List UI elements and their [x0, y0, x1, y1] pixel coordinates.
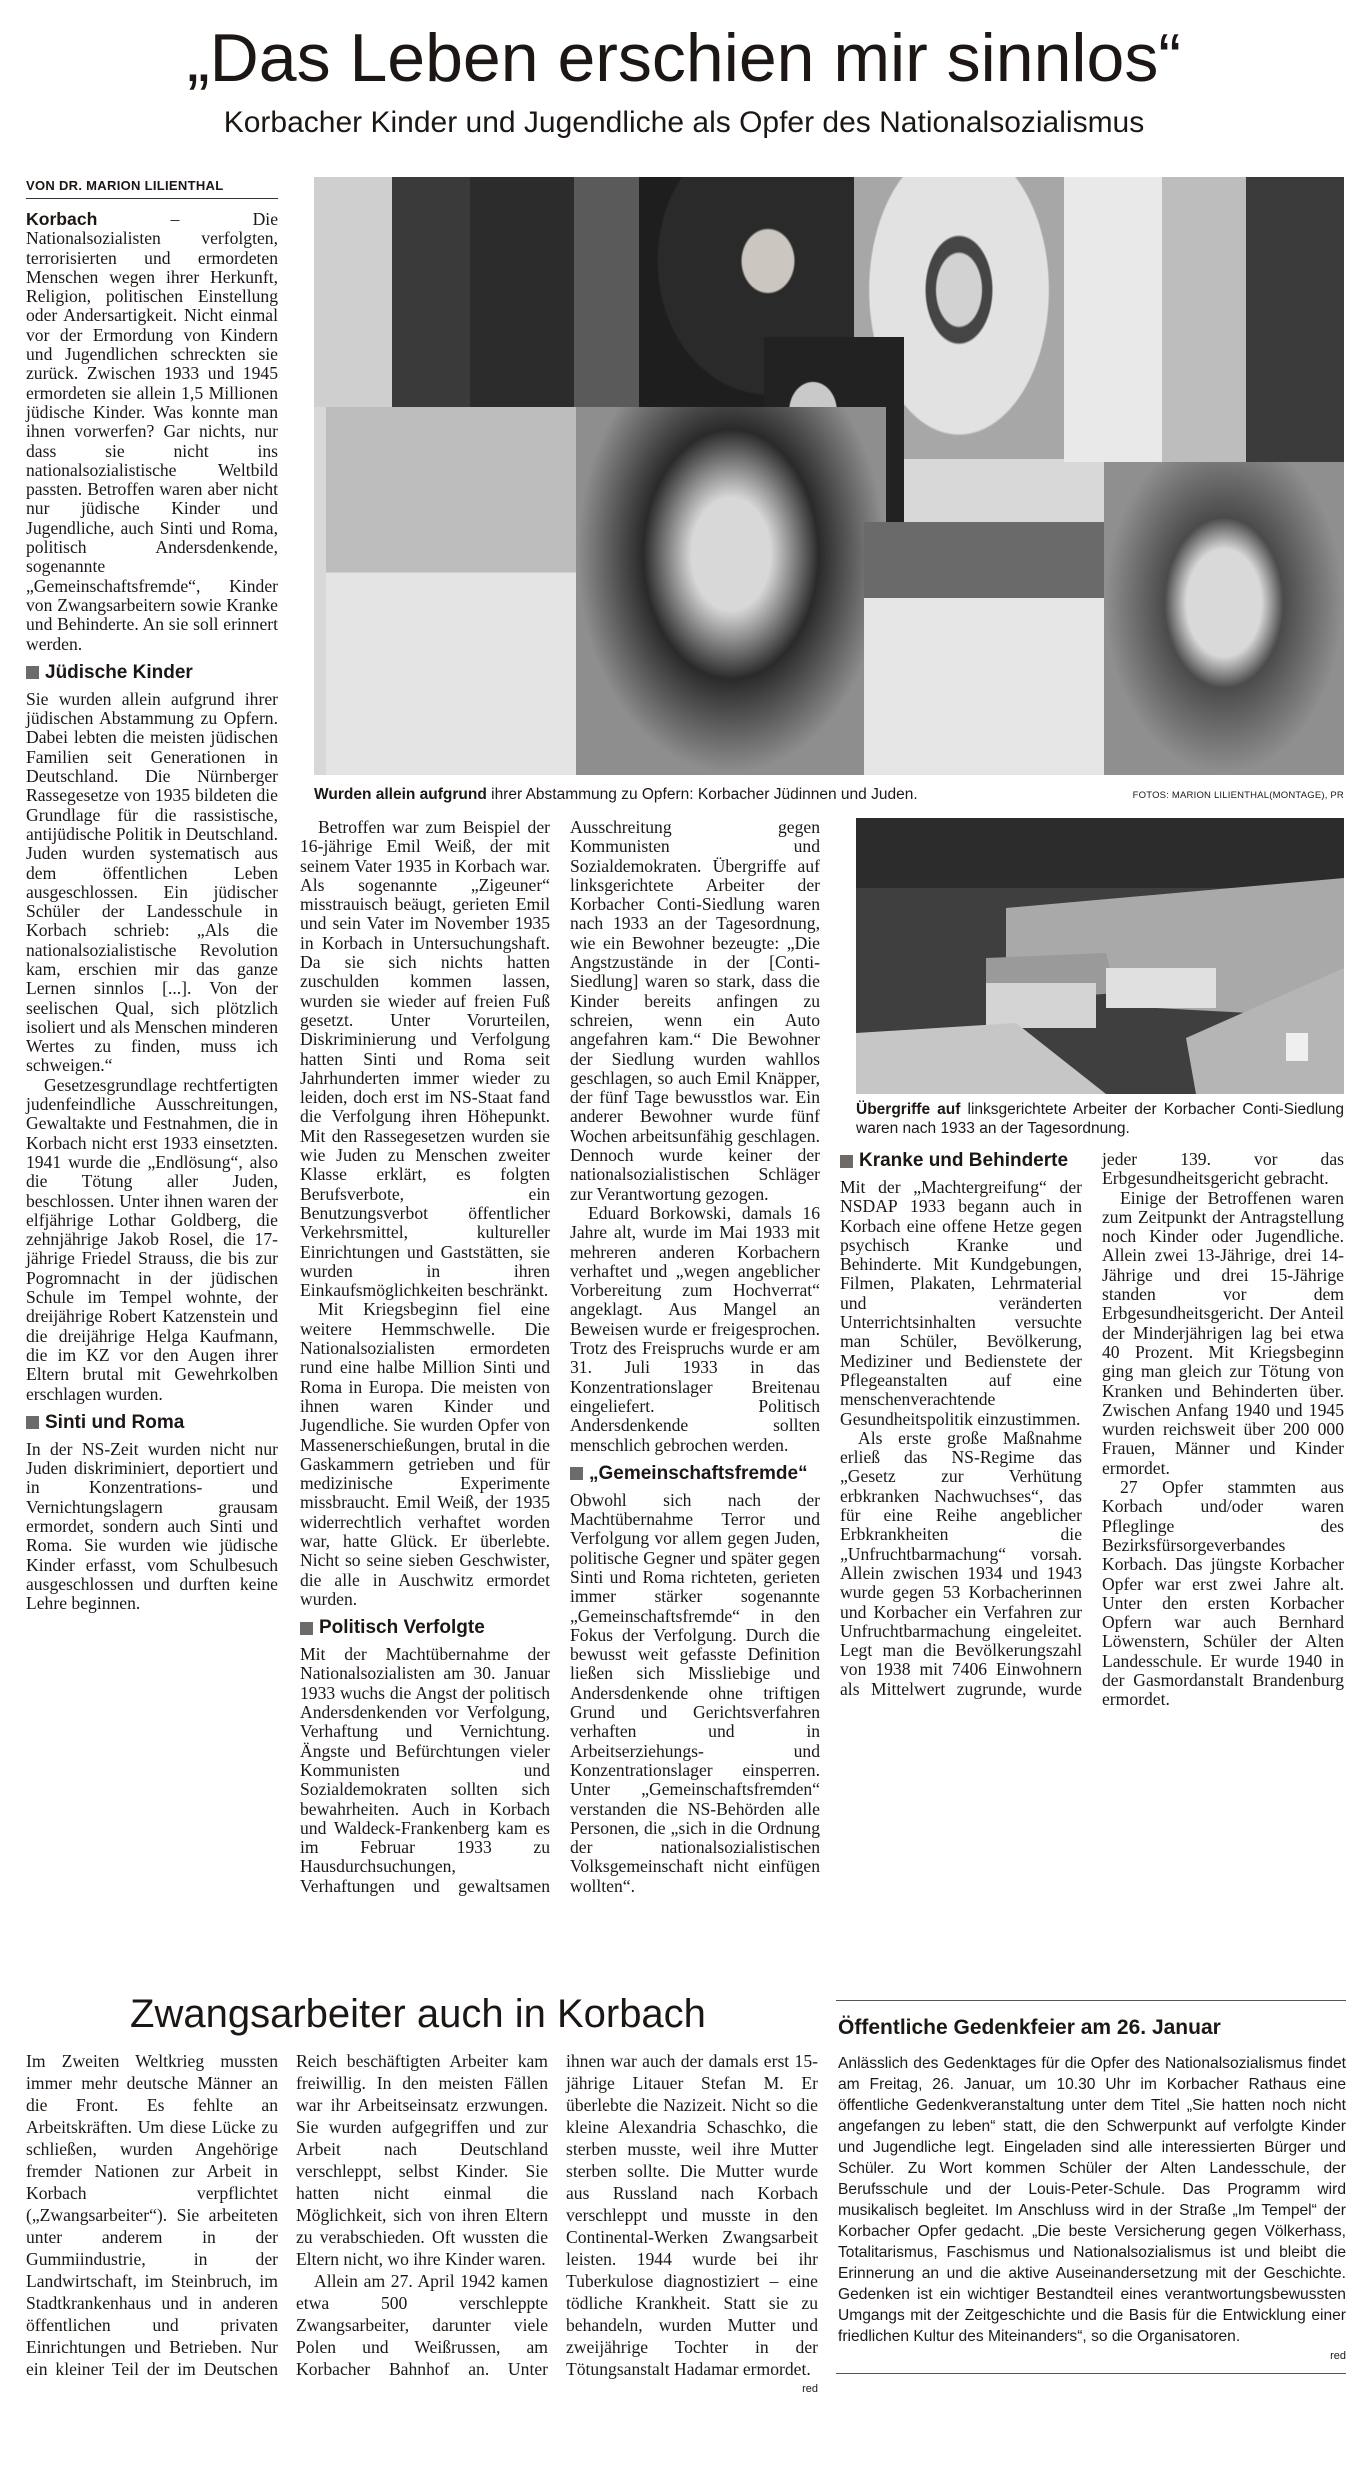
paragraph: Allein am 27. April 1942 kamen etwa 500 verschleppte Zwangsarbeiter, darunter viele Polen und Weißrussen, am Korbacher Bahnhof an. Unter ihnen war auch der damals erst 15-jährige Litauer Stefan M. Er überlebte die Nazizeit. Nicht so die kleine Alexandria Schaschko, die sterben musste, weil ihre Mutter sterben sollte. Die Mutter wurde aus Russland nach Korbach verschleppt und musste in den Continental-Werken Zwangsarbeit leisten. 1944 wurde bei ihr Tuberkulose diagnostiziert – eine tödliche Krankheit. Statt sie zu behandeln, wurden Mutter und zweijährige Tochter in der Tötungsanstalt Hadamar ermordet. [296, 2051, 818, 2379]
memorial-box [836, 2000, 1346, 2374]
montage-caption-lead: Wurden allein aufgrund [314, 786, 487, 803]
section-heading-politisch-verfolgte [300, 1617, 550, 1639]
section-marker-icon [26, 666, 39, 679]
photo-couple-street [314, 177, 639, 407]
subheadline: Korbacher Kinder und Jugendliche als Opfer des Nationalsozialismus [223, 106, 1145, 139]
montage-caption [314, 786, 1104, 804]
forced-labor-article [0, 1990, 836, 2396]
siedlung-caption-lead: Übergriffe auf [856, 1101, 961, 1118]
montage-caption-text: ihrer Abstammung zu Opfern: Korbacher Jüdinnen und Juden. [486, 786, 918, 803]
paragraph: 27 Opfer stammten aus Korbach und/oder waren Pfleglinge des Bezirksfürsorgeverbandes Korbach. Das jüngste Korbacher Opfer war erst zwei Jahre alt. Unter den ersten Korbacher Opfern war auch Bernhard Löwenstern, Schüler der Alten Landesschule. Er wurde 1940 in der Gasmordanstalt Brandenburg ermordet. [1102, 1477, 1344, 1710]
byline: VON DR. MARION LILIENTHAL [26, 178, 278, 199]
siedlung-caption [856, 1100, 1344, 1138]
section-heading-kranke-behinderte [840, 1150, 1082, 1172]
paragraph: Eduard Borkowski, damals 16 Jahre alt, wurde im Mai 1933 mit mehreren anderen Korbachern verhaftet und „wegen angeblicher Vorbereitung zum Hochverrat“ angeklagt. Aus Mangel an Beweisen wurde er freigesprochen. Trotz des Freispruchs wurde er am 31. Juli 1933 in das Konzentrationslager Breitenau eingeliefert. Politisch Andersdenkende sollten menschlich gebrochen werden. [570, 1202, 820, 1455]
photo-man-with-child [326, 407, 576, 775]
conti-siedlung-illustration [856, 818, 1344, 1094]
article-columns-4-5 [840, 818, 1344, 1710]
article-body-columns [300, 818, 1344, 1896]
paragraph: Mit der Machtübernahme der Nationalsozialisten am 30. Januar 1933 wuchs die Angst der politisch Andersdenkenden vor Verfolgung, Verhaftung und Vernichtung. Ängste und Befürchtungen vieler Kommunisten und Sozialdemokraten sollten sich bewahrheiten. Auch in Korbach und Waldeck-Frankenberg kam es im Februar 1933 zu Hausdurchsuchungen, Verhaftungen und gewaltsamen Ausschreitung gegen Kommunisten und Sozialdemokraten. Übergriffe auf linksgerichtete Arbeiter der Korbacher Conti-Siedlung waren nach 1933 an der Tagesordnung, wie ein Bewohner bezeugte: „Die Angstzustände in der [Conti-Siedlung] waren so stark, dass die Kinder bereits anfingen zu schreien, wenn ein Auto angefahren kam.“ Die Bewohner der Siedlung wurden wahllos geschlagen, so auch Emil Knäpper, der fünf Tage bewusstlos war. Ein anderer Bewohner wurde fünf Wochen arbeitsunfähig geschlagen. Dennoch wurde keiner der nationalsozialistischen Schläger zur Verantwortung gezogen. [300, 817, 820, 1896]
intro-text: – Die Nationalsozialisten verfolgten, terrorisierten und ermordeten Menschen wegen ihrer Herkunft, Religion, politischen Einstellung oder Andersartigkeit. Nicht einmal vor der Ermordung von Kindern und Jugendlichen schreckten sie zurück. Zwischen 1933 und 1945 ermordeten sie allein 1,5 Millionen jüdische Kinder. Was konnte man ihnen vorwerfen? Gar nichts, nur dass sie nicht ins nationalsozialistische Weltbild passten. Betroffen waren aber nicht nur jüdische Kinder und Jugendliche, auch Sinti und Roma, politisch Andersdenkende, sogenannte „Gemeinschaftsfremde“, Kinder von Zwangsarbeitern sowie Kranke und Behinderte. An sie soll erinnert werden. [26, 209, 278, 654]
paragraph: Im Zweiten Weltkrieg mussten immer mehr deutsche Männer an die Front. Es fehlte an Arbeitskräften. Um diese Lücke zu schließen, wurden Angehörige fremder Nationen zur Arbeit in Korbach verpflichtet („Zwangsarbeiter“). Sie arbeiteten unter anderem in der Gummiindustrie, in der Landwirtschaft, im Steinbruch, im Stadtkrankenhaus und in anderen öffentlichen und privaten Einrichtungen und Betrieben. Nur ein kleiner Teil der im Deutschen Reich beschäftigten Arbeiter kam freiwillig. In den meisten Fällen war ihr Arbeitseinsatz erzwungen. Sie wurden aufgegriffen und zur Arbeit nach Deutschland verschleppt, selbst Kinder. Sie hatten nicht einmal die Möglichkeit, sich von ihren Eltern zu verabschieden. Oft wussten die Eltern nicht, wo ihre Kinder waren. [26, 2051, 548, 2379]
memorial-box-text: Anlässlich des Gedenktages für die Opfer des Nationalsozialismus findet am Freitag, 26. Januar, um 10.30 Uhr im Korbacher Rathaus eine öffentliche Gedenkveranstaltung unter dem Titel „Sie hatten noch nicht angefangen zu leben“ statt, die den Schwerpunkt auf verfolgte Kinder und Jugendliche legt. Eingeladen sind alle interessierten Bürger und Schüler. Zu Wort kommen Schüler der Alten Landesschule, der Berufsschule und der Louis-Peter-Schule. Das Programm wird musikalisch begleitet. Im Anschluss wird in der Straße „Im Tempel“ der Korbacher Opfer gedacht. „Die beste Versicherung gegen Völkerhass, Totalitarismus, Faschismus und Nationalsozialismus ist und bleibt die Erinnerung an und die aktive Auseinandersetzung mit der Geschichte. Gedenken ist ein wichtiger Bestandteil eines verantwortungsbewussten Umgangs mit der Zeitgeschichte und die Basis für die Entwicklung einer friedlichen Kultur des Miteinanders“, so die Organisatoren. [838, 2055, 1346, 2345]
section-heading-text: Jüdische Kinder [45, 661, 193, 683]
author-signature: red [802, 2383, 818, 2395]
forced-labor-columns [26, 2050, 818, 2396]
article-columns-4-5-text [840, 1150, 1344, 1710]
section-heading-text: Sinti und Roma [45, 1411, 185, 1433]
photo-two-girls-closeup [1104, 462, 1344, 775]
section-marker-icon [570, 1467, 583, 1480]
section-marker-icon [300, 1622, 313, 1635]
photo-two-young-men [576, 407, 886, 775]
section-heading-gemeinschaftsfremde [570, 1463, 820, 1485]
paragraph: Betroffen war zum Beispiel der 16-jährige Emil Weiß, der mit seinem Vater 1935 in Korbach war. Als sogenannte „Zigeuner“ misstrauisch beäugt, gerieten Emil und sein Vater im November 1935 in Korbach in Untersuchungshaft. Da sie sich nichts hatten zuschulden kommen lassen, wurden sie wieder auf freien Fuß gesetzt. Unter Vorurteilen, Diskriminierung und Verfolgung hatten Sinti und Roma seit Jahrhunderten immer wieder zu leiden, doch erst im NS-Staat fand die Verfolgung ihren Höhepunkt. Mit den Rassegesetzen wurden sie wie Juden zu Menschen zweiter Klasse erklärt, es folgten Berufsverbote, ein Benutzungsverbot öffentlicher Verkehrsmittel, kultureller Einrichtungen und Gaststätten, sie wurden in ihren Einkaufsmöglichkeiten beschränkt. [300, 817, 550, 1301]
paragraph: Einige der Betroffenen waren zum Zeitpunkt der Antragstellung noch Kinder oder Jugendliche. Allein zwei 13-Jährige, drei 14-Jährige und drei 15-Jährige standen vor dem Erbgesundheitsgericht. Der Anteil der Minderjährigen lag bei etwa 40 Prozent. Mit Kriegsbeginn ging man gleich zur Tötung von Kranken und Behinderten über. Zwischen Anfang 1940 und 1945 wurden reichsweit über 200 000 Frauen, Männer und Kinder ermordet. [1102, 1187, 1344, 1478]
bottom-region [0, 1990, 1368, 2396]
section-heading-juedische-kinder [26, 662, 278, 684]
paragraph: Als erste große Maßnahme erließ das NS-Regime das „Gesetz zur Verhütung erbkranken Nachwuchses“, das für eine Reihe angeblicher Erbkrankheiten die „Unfruchtbarmachung“ vorsah. Allein zwischen 1934 und 1943 wurde gegen 53 Korbacherinnen und Korbacher ein Verfahren zur Unfruchtbarmachung eingeleitet. Legt man die Bevölkerungszahl von 1938 mit 7406 Einwohnern als Mittelwert zugrunde, wurde jeder 139. vor das Erbgesundheitsgericht gebracht. [840, 1149, 1344, 1699]
siedlung-photo-block [840, 818, 1344, 1138]
section-heading-sinti-roma [26, 1412, 278, 1434]
section-heading-text: Politisch Verfolgte [319, 1617, 485, 1639]
siedlung-caption-text: linksgerichtete Arbeiter der Korbacher Conti-Siedlung waren nach 1933 an der Tagesordnung. [856, 1101, 1344, 1137]
article-columns-2-3 [300, 818, 820, 1896]
section-heading-text: „Gemeinschaftsfremde“ [589, 1462, 808, 1484]
paragraph: Gesetzesgrundlage rechtfertigten judenfeindliche Ausschreitungen, Gewaltakte und Festnahmen, die in Korbach nicht erst 1933 einsetzten. 1941 wurde die „Endlösung“, also die Tötung aller Juden, beschlossen. Unter ihnen waren der elfjährige Lothar Goldberg, die zehnjährige Jakob Rosel, die 17-jährige Friedel Strauss, die bis zur Pogromnacht in der jüdischen Schule im Tempel wohnte, der dreijährige Robert Katzenstein und die dreijährige Helga Kaufmann, die im KZ vor den Augen ihrer Eltern brutal mit Gewehrkolben erschlagen wurden. [26, 1074, 278, 1404]
memorial-box-body [838, 2053, 1346, 2363]
paragraph: In der NS-Zeit wurden nicht nur Juden diskriminiert, deportiert und in Konzentrations- und Vernichtungslagern grausam ermordet, sondern auch Sinti und Roma. Sie wurden wie jüdische Kinder erfasst, vom Schulbesuch ausgeschlossen und durften keine Lehre beginnen. [26, 1438, 278, 1614]
photo-credit: FOTOS: MARION LILIENTHAL(MONTAGE), PR [1132, 790, 1344, 801]
paragraph: Obwohl sich nach der Machtübernahme Terror und Verfolgung vor allem gegen Juden, politische Gegner und später gegen Sinti und Roma richteten, gerieten immer stärker sogenannte „Gemeinschaftsfremde“ in den Fokus der Verfolgung. Durch die bewusst weit gefasste Definition ließen sich Missliebige und Andersdenkende ohne triftigen Grund und Gerichtsverfahren verhaften und in Arbeitserziehungs- und Konzentrationslager einsperren. Unter „Gemeinschaftsfremden“ verstanden die NS-Behörden alle Personen, die „sich in die Ordnung der nationalsozialistischen Volksgemeinschaft nicht einfügen wollten“. [570, 1489, 820, 1896]
author-signature: red [1330, 2350, 1346, 2362]
photo-three-girls [1064, 177, 1344, 462]
photo-montage [314, 177, 1344, 775]
forced-labor-title: Zwangsarbeiter auch in Korbach [130, 1992, 706, 2036]
paragraph: Mit der „Machtergreifung“ der NSDAP 1933 begann auch in Korbach eine offene Hetze gegen psychisch Kranke und Behinderte. Mit Kundgebungen, Filmen, Plakaten, Lehrmaterial und veränderten Unterrichtsinhalten versuchte man Schüler, Bevölkerung, Mediziner und Bedienstete der Pflegeanstalten auf eine menschenverachtende Gesundheitspolitik einzustimmen. [840, 1177, 1082, 1429]
dateline: Korbach [26, 209, 98, 229]
headline: „Das Leben erschien mir sinnlos“ [187, 20, 1181, 96]
intro-paragraph [26, 210, 278, 654]
paragraph: Mit Kriegsbeginn fiel eine weitere Hemmschwelle. Die Nationalsozialisten ermordeten rund eine halbe Million Sinti und Roma in Europa. Die meisten von ihnen waren Kinder und Jugendliche. Sie wurden Opfer von Massenerschießungen, brutal in die Gaskammern getrieben und für medizinische Experimente missbraucht. Emil Weiß, der 1935 widerrechtlich verhaftet worden war, hatte Glück. Er überlebte. Nicht so seine sieben Geschwister, die alle in Auschwitz ermordet wurden. [300, 1299, 550, 1609]
section-marker-icon [840, 1155, 853, 1168]
section-marker-icon [26, 1416, 39, 1429]
section-heading-text: Kranke und Behinderte [859, 1150, 1069, 1171]
memorial-box-title: Öffentliche Gedenkfeier am 26. Januar [838, 2016, 1221, 2039]
photo-conti-siedlung [856, 818, 1344, 1094]
article-column-1 [26, 210, 278, 1613]
photo-boy-on-bicycle [864, 522, 1104, 775]
paragraph: Sie wurden allein aufgrund ihrer jüdischen Abstammung zu Opfern. Dabei lebten die meisten jüdischen Familien seit Generationen in Deutschland. Die Nürnberger Rassegesetze von 1935 bildeten die Grundlage für die rassistische, antijüdische Politik in Deutschland. Juden wurden systematisch aus dem öffentlichen Leben ausgeschlossen. Ein jüdischer Schüler der Landesschule in Korbach schrieb: „Als die nationalsozialistische Revolution kam, erschien mir das ganze Lernen sinnlos [...]. Von der seelischen Qual, sich plötzlich isoliert und als Menschen minderen Wertes zu finden, muss ich schweigen.“ [26, 688, 278, 1076]
